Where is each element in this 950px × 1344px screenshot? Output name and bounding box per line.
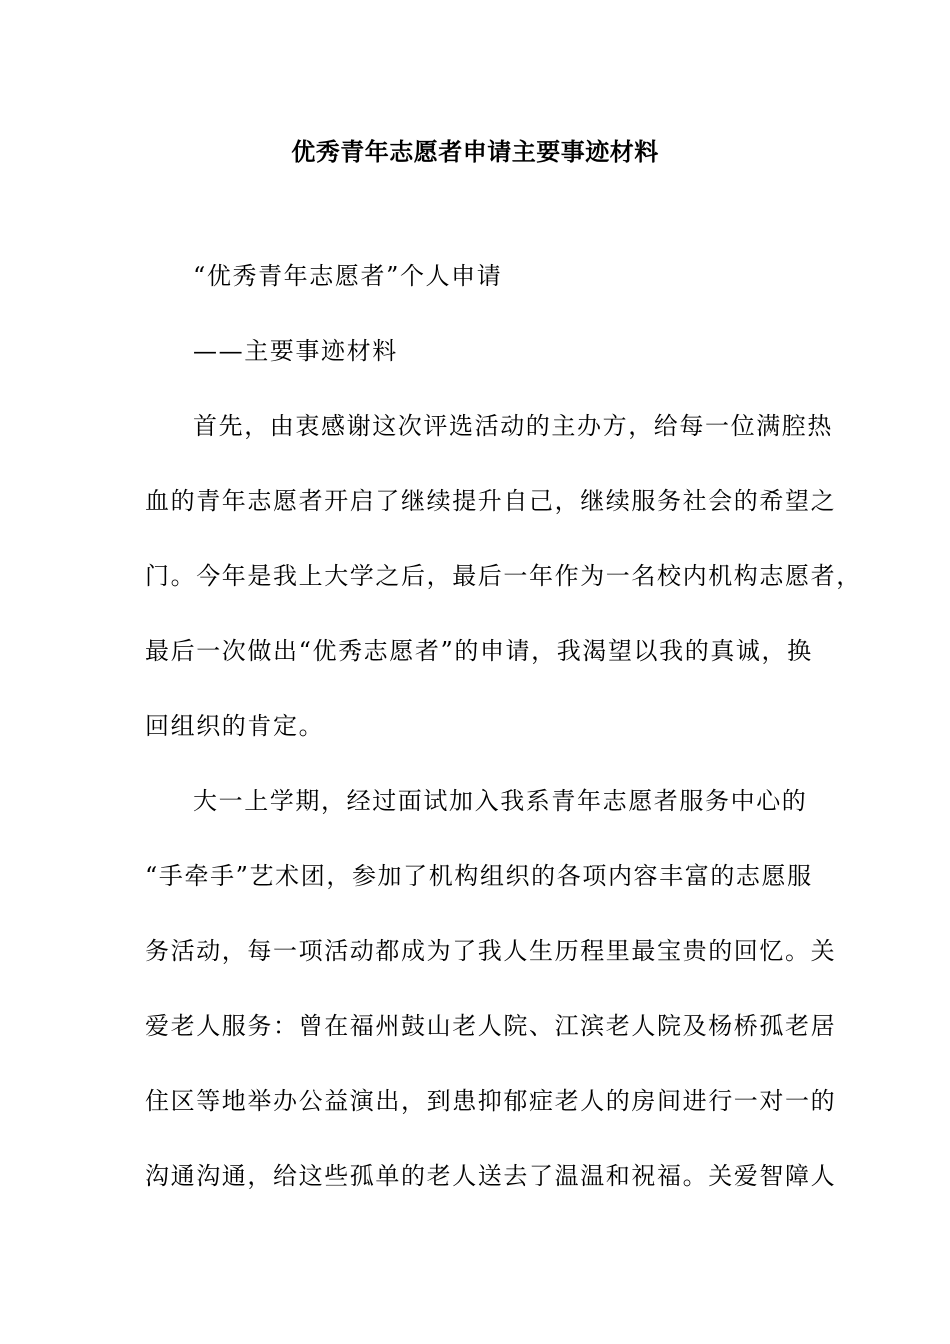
paragraph-line: 最后一次做出“优秀志愿者”的申请，我渴望以我的真诚，换	[145, 637, 813, 665]
page-title: 优秀青年志愿者申请主要事迹材料	[291, 137, 659, 166]
paragraph-line: “手牵手”艺术团，参加了机构组织的各项内容丰富的志愿服	[145, 862, 813, 890]
paragraph-line: 爱老人服务：曾在福州鼓山老人院、江滨老人院及杨桥孤老居	[145, 1012, 837, 1040]
paragraph-line: 门。今年是我上大学之后，最后一年作为一名校内机构志愿者，	[145, 562, 862, 590]
paragraph-line: 务活动，每一项活动都成为了我人生历程里最宝贵的回忆。关	[145, 937, 837, 965]
paragraph-line: 大一上学期，经过面试加入我系青年志愿者服务中心的	[193, 787, 808, 815]
paragraph-line: 血的青年志愿者开启了继续提升自己，继续服务社会的希望之	[145, 487, 837, 515]
paragraph-line: 住区等地举办公益演出，到患抑郁症老人的房间进行一对一的	[145, 1087, 837, 1115]
paragraph-line: 沟通沟通，给这些孤单的老人送去了温温和祝福。关爱智障人	[145, 1162, 837, 1190]
subtitle-application: “优秀青年志愿者”个人申请	[193, 262, 503, 290]
subtitle-materials: ——主要事迹材料	[193, 337, 398, 365]
paragraph-line: 首先，由衷感谢这次评选活动的主办方，给每一位满腔热	[193, 412, 833, 440]
paragraph-line: 回组织的肯定。	[145, 712, 325, 740]
